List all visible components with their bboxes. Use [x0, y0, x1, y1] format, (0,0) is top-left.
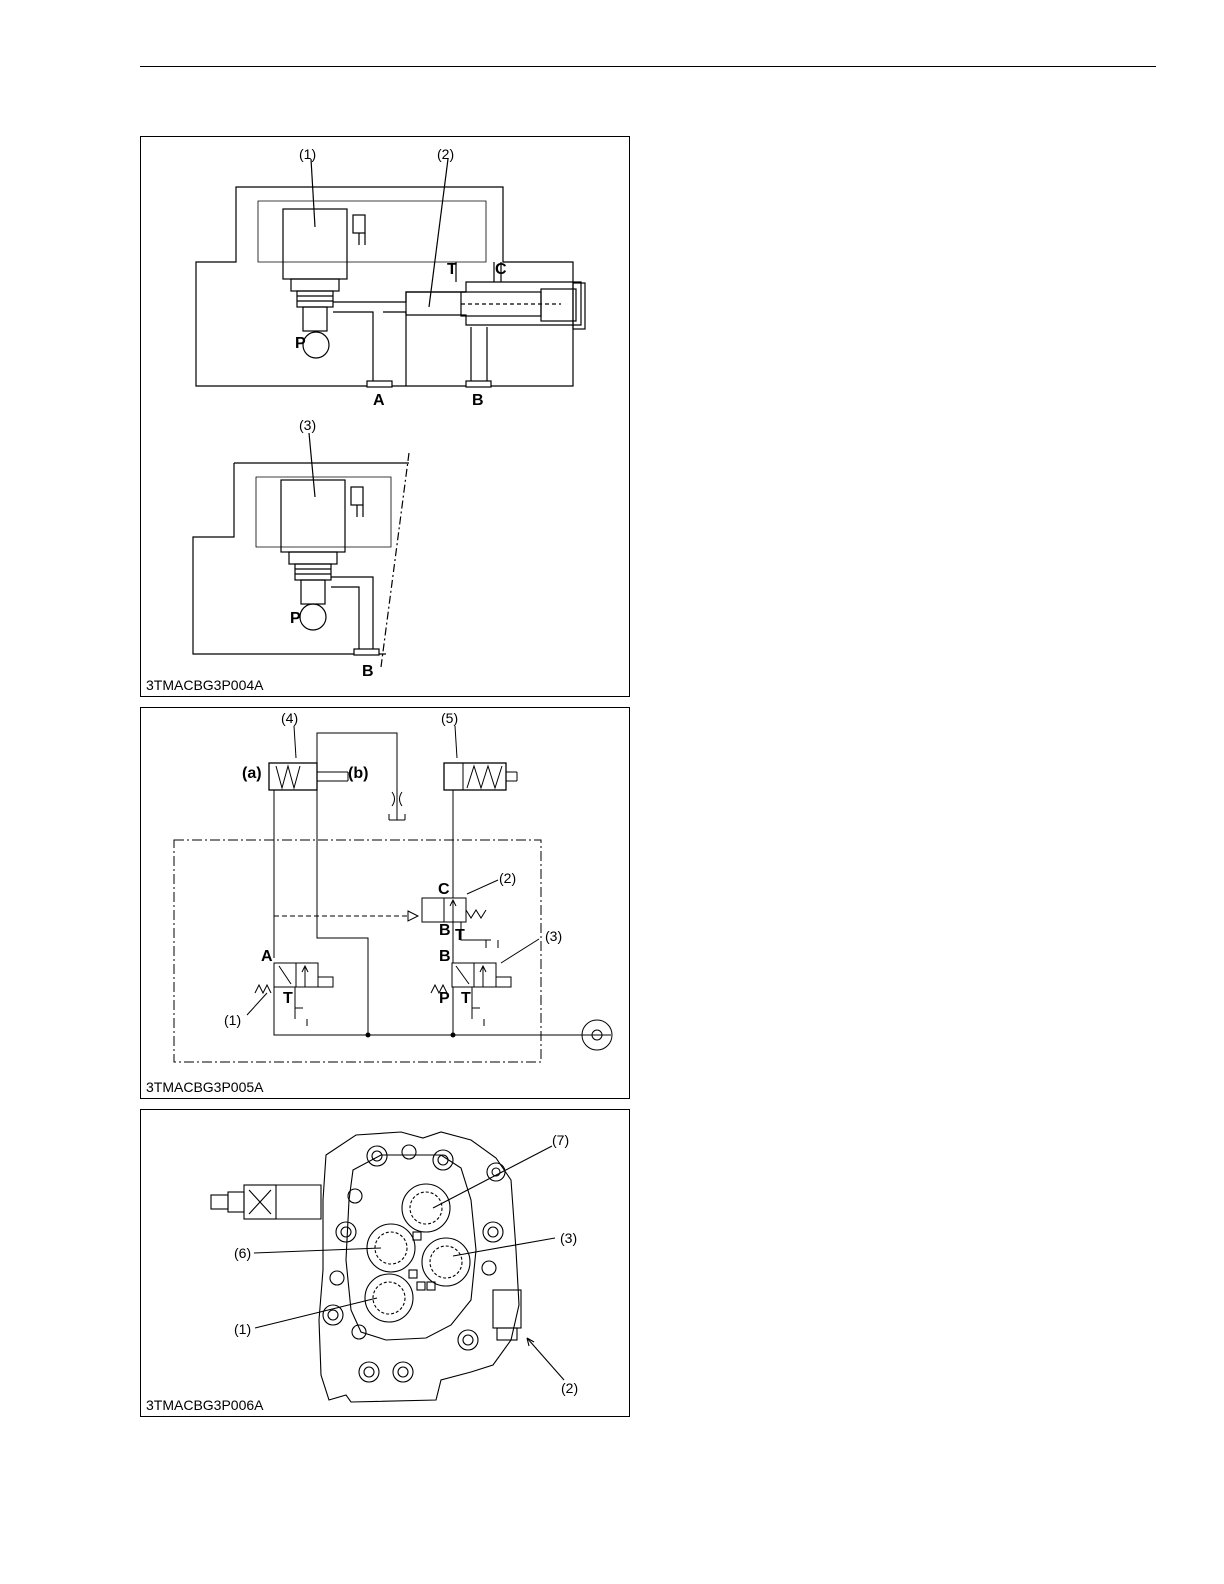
header-rule	[140, 66, 1156, 67]
callout-1: (1)	[234, 1321, 252, 1337]
port-a-valve1: A	[261, 948, 273, 965]
callout-3: (3)	[299, 417, 317, 433]
callout-2: (2)	[561, 1380, 579, 1396]
port-a: A	[373, 392, 385, 409]
port-b-valve2: B	[439, 922, 451, 939]
callout-2: (2)	[437, 146, 455, 162]
callout-1: (1)	[224, 1012, 242, 1028]
callout-3: (3)	[545, 928, 563, 944]
port-p-valve3: P	[439, 990, 450, 1007]
label-b: (b)	[348, 765, 369, 782]
port-c: C	[495, 261, 507, 278]
figure-caption: 3TMACBG3P006A	[146, 1397, 264, 1413]
callout-2: (2)	[499, 870, 517, 886]
port-p-upper: P	[295, 335, 306, 352]
figure-caption: 3TMACBG3P005A	[146, 1079, 264, 1095]
callout-3: (3)	[560, 1230, 578, 1246]
port-t-valve3: T	[461, 990, 471, 1007]
callout-4: (4)	[281, 710, 299, 726]
port-t-valve1: T	[283, 990, 293, 1007]
callout-1: (1)	[299, 146, 317, 162]
port-b-valve3: B	[439, 948, 451, 965]
port-p-lower: P	[290, 610, 301, 627]
figure-caption: 3TMACBG3P004A	[146, 677, 264, 693]
callout-7: (7)	[552, 1132, 570, 1148]
figure-hydraulic-schematic	[140, 707, 630, 1099]
port-t-valve2: T	[455, 927, 465, 944]
callout-5: (5)	[441, 710, 459, 726]
port-b-lower: B	[362, 663, 374, 680]
callout-6: (6)	[234, 1245, 252, 1261]
figure-valve-cross-section	[140, 136, 630, 697]
port-t: T	[447, 261, 457, 278]
figure-valve-block-view	[140, 1109, 630, 1417]
port-b-upper: B	[472, 392, 484, 409]
label-a: (a)	[242, 765, 262, 782]
port-c: C	[438, 881, 450, 898]
